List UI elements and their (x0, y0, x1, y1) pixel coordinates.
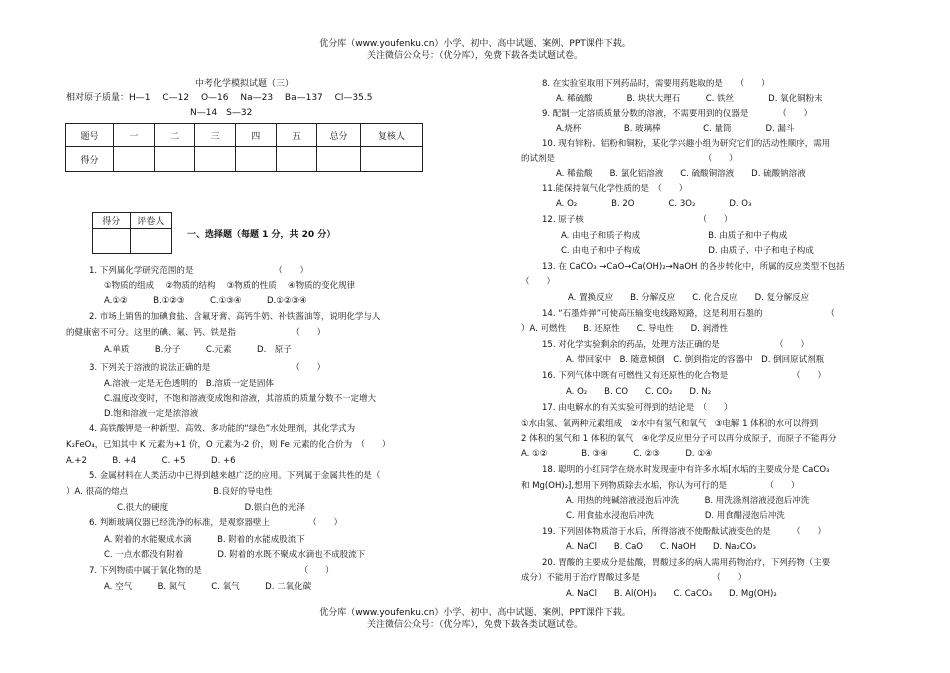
question-line: 12. 原子核 （ ） (542, 215, 733, 225)
score-table (65, 123, 423, 172)
score-header-cell: 总分 (317, 124, 361, 147)
option-line: D.饱和溶液一定是浓溶液 (104, 409, 199, 419)
header-promo-line1: 优分库（www.youfenku.cn）小学、初中、高中试题、案例、PPT课件下载。 (319, 39, 631, 49)
question-line: 的健康密不可分。这里的碘、氟、钙、铁是指 （ ） (66, 328, 326, 338)
option-line: ）A. 可燃性 B. 还原性 C. 导电性 D. 润滑性 (521, 324, 729, 334)
question-line: 的试剂是 （ ） (521, 154, 738, 164)
option-line: A. O₂ B. CO C. CO₂ D. N₂ (566, 387, 712, 397)
question-line: 8. 在实验室取用下列药品时，需要用药匙取的是 （ ） (542, 79, 770, 89)
option-line: A.烧杯 B. 玻璃棒 C. 量筒 D. 漏斗 (556, 124, 795, 134)
score-table-header-row (66, 124, 423, 147)
question-line: 7. 下列物质中属于氧化物的是 （ ） (89, 566, 334, 576)
score-header-cell: 一 (114, 124, 155, 147)
question-line: K₂FeO₄，已知其中 K 元素为+1 价，O 元素为-2 价，则 Fe 元素的化合价为 （ ） (66, 440, 391, 450)
option-line: A. 稀盐酸 B. 氯化铝溶液 C. 硫酸铜溶液 D. 硫酸钠溶液 (556, 169, 806, 179)
score-header-cell: 题号 (66, 124, 114, 147)
question-line: 成分）不能用于治疗胃酸过多是 （ ） (521, 573, 747, 583)
score-row-label: 得分 (66, 147, 114, 172)
option-line: C.温度改变时，不饱和溶液变成饱和溶液，其溶质的质量分数不一定增大 (104, 394, 377, 404)
grader-name-label: 评卷人 (130, 213, 171, 229)
question-line: 和 Mg(OH)₂],想用下列物质除去水垢，你认为可行的是 （ ） (521, 481, 800, 491)
option-line: A. 稀硫酸 B. 块状大理石 C. 铁丝 D. 氧化铜粉末 (556, 94, 823, 104)
question-line: 19. 下列固体物质溶于水后，所得溶液不使酚酞试液变色的是 （ ） (542, 527, 826, 537)
question-line: 13. 在 CaCO₃ →CaO→Ca(OH)₂→NaOH 的各步转化中，所属的反应类型不包括 (542, 262, 845, 272)
grader-score-cell (93, 229, 131, 254)
question-line: 20. 胃酸的主要成分是盐酸，胃酸过多的病人需用药物治疗，下列药物（主要 (542, 558, 831, 568)
option-line: A. NaCl B. Al(OH)₃ C. CaCO₃ D. Mg(OH)₂ (566, 589, 777, 599)
question-line: 2. 市场上销售的加碘食盐、含氟牙膏、高钙牛奶、补铁酱油等，说明化学与人 (89, 312, 381, 322)
option-line: C. 一点水都没有附着 D. 附着的水既不聚成水滴也不成股流下 (104, 550, 366, 560)
score-cell (114, 147, 155, 172)
grader-box (92, 212, 172, 254)
question-line: 2 体积的氢气和 1 体积的氧气 ④化学反应里分子可以再分成原子，而原子不能再分 (521, 434, 837, 444)
score-header-cell: 五 (276, 124, 317, 147)
option-line: C. 用食盐水浸泡后冲洗 D. 用食醋浸泡后冲洗 (566, 511, 785, 521)
question-line: 6. 判断玻璃仪器已经洗净的标准，是观察器壁上 （ ） (89, 518, 343, 528)
score-table-score-row (66, 147, 423, 172)
option-line: C.很大的硬度 D.银白色的光泽 (117, 503, 305, 513)
score-cell (276, 147, 317, 172)
option-line: A. 空气 B. 氮气 C. 氧气 D. 二氧化碳 (104, 582, 312, 592)
score-header-cell: 二 (154, 124, 195, 147)
option-line: A.+2 B. +4 C. +5 D. +6 (66, 456, 236, 466)
question-line: 5. 金属材料在人类活动中已得到越来越广泛的应用。下列属于金属共性的是（ (89, 471, 381, 481)
grader-score-label: 得分 (93, 213, 131, 229)
option-line: A.单质 B.分子 C.元素 D. 原子 (104, 345, 292, 355)
grader-name-cell (130, 229, 171, 254)
question-line: 16. 下列气体中既有可燃性又有还原性的化合物是 （ ） (542, 371, 826, 381)
question-line: 9. 配制一定溶质质量分数的溶液，不需要用到的仪器是 （ ） (542, 109, 813, 119)
question-line: 11.能保持氧气化学性质的是 （ ） (542, 184, 688, 194)
footer-promo-line1: 优分库（www.youfenku.cn）小学、初中、高中试题、案例、PPT课件下载。 (319, 608, 631, 618)
question-line: 17. 由电解水的有关实验可得到的结论是 （ ） (542, 403, 733, 413)
question-line: 4. 高铁酸钾是一种新型、高效、多功能的“绿色”水处理剂，其化学式为 (89, 424, 356, 434)
atomic-mass-line1: 相对原子质量：H—1 C—12 O—16 Na—23 Ba—137 Cl—35.5 (66, 93, 373, 103)
header-promo-line2: 关注微信公众号：（优分库），免费下载各类试题试卷。 (366, 51, 583, 61)
score-cell (317, 147, 361, 172)
score-header-cell: 复核人 (360, 124, 422, 147)
footer-promo-line2: 关注微信公众号：（优分库），免费下载各类试题试卷。 (366, 620, 583, 630)
score-cell (195, 147, 236, 172)
option-line: A. NaCl B. CaO C. NaOH D. Na₂CO₃ (566, 542, 756, 552)
score-header-cell: 四 (235, 124, 276, 147)
option-line: A.①② B.①②③ C.①③④ D.①②③④ (104, 296, 307, 306)
option-line: A. O₂ B. 2O C. 3O₂ D. O₃ (556, 199, 752, 209)
option-line: A. 置换反应 B. 分解反应 C. 化合反应 D. 复分解反应 (568, 293, 810, 303)
question-line: （ ） (521, 277, 556, 287)
question-line: 3. 下列关于溶液的说法正确的是 （ ） (89, 363, 326, 373)
score-cell (360, 147, 422, 172)
option-line: C. 由电子和中子构成 D. 由质子、中子和电子构成 (561, 246, 814, 256)
score-cell (235, 147, 276, 172)
option-line: A.溶液一定是无色透明的 B.溶质一定是固体 (104, 379, 274, 389)
exam-title: 中考化学模拟试题（三） (195, 79, 295, 89)
option-line: A. 用热的纯碱溶液浸泡后冲洗 B. 用洗涤剂溶液浸泡后冲洗 (566, 496, 810, 506)
section-1-title: 一、选择题（每题 1 分，共 20 分） (187, 230, 336, 240)
option-line: ）A. 很高的熔点 B.良好的导电性 (66, 487, 273, 497)
score-header-cell: 三 (195, 124, 236, 147)
question-line: 18. 聪明的小红同学在烧水时发现壶中有许多水垢[水垢的主要成分是 CaCO₃ (542, 465, 830, 475)
question-line: 15. 对化学实验剩余的药品，处理方法正确的是 （ ） (542, 340, 809, 350)
option-line: A. ①② B. ③④ C. ②③ D. ①④ (521, 449, 713, 459)
question-line: ①水由氢、氧两种元素组成 ②水中有氢气和氧气 ③电解 1 体积的水可以得到 (521, 419, 819, 429)
question-line: 10. 现有锌粉、铝粉和铜粉，某化学兴趣小组为研究它们的活动性顺序，需用 (542, 139, 831, 149)
question-line: 14. “石墨炸弹”可使高压输变电线路短路，这是利用石墨的 （ (542, 309, 835, 319)
option-line: A. 附着的水能聚成水滴 B. 附着的水能成股流下 (104, 535, 305, 545)
option-line: ①物质的组成 ②物质的结构 ③物质的性质 ④物质的变化规律 (104, 281, 356, 291)
option-line: A. 由电子和质子构成 B. 由质子和中子构成 (561, 231, 788, 241)
atomic-mass-line2: N—14 S—32 (190, 108, 253, 118)
question-line: 1. 下列属化学研究范围的是 （ ） (89, 266, 309, 276)
option-line: A. 带回家中 B. 随意倾倒 C. 倒到指定的容器中 D. 倒回原试剂瓶 (566, 355, 825, 365)
score-cell (154, 147, 195, 172)
